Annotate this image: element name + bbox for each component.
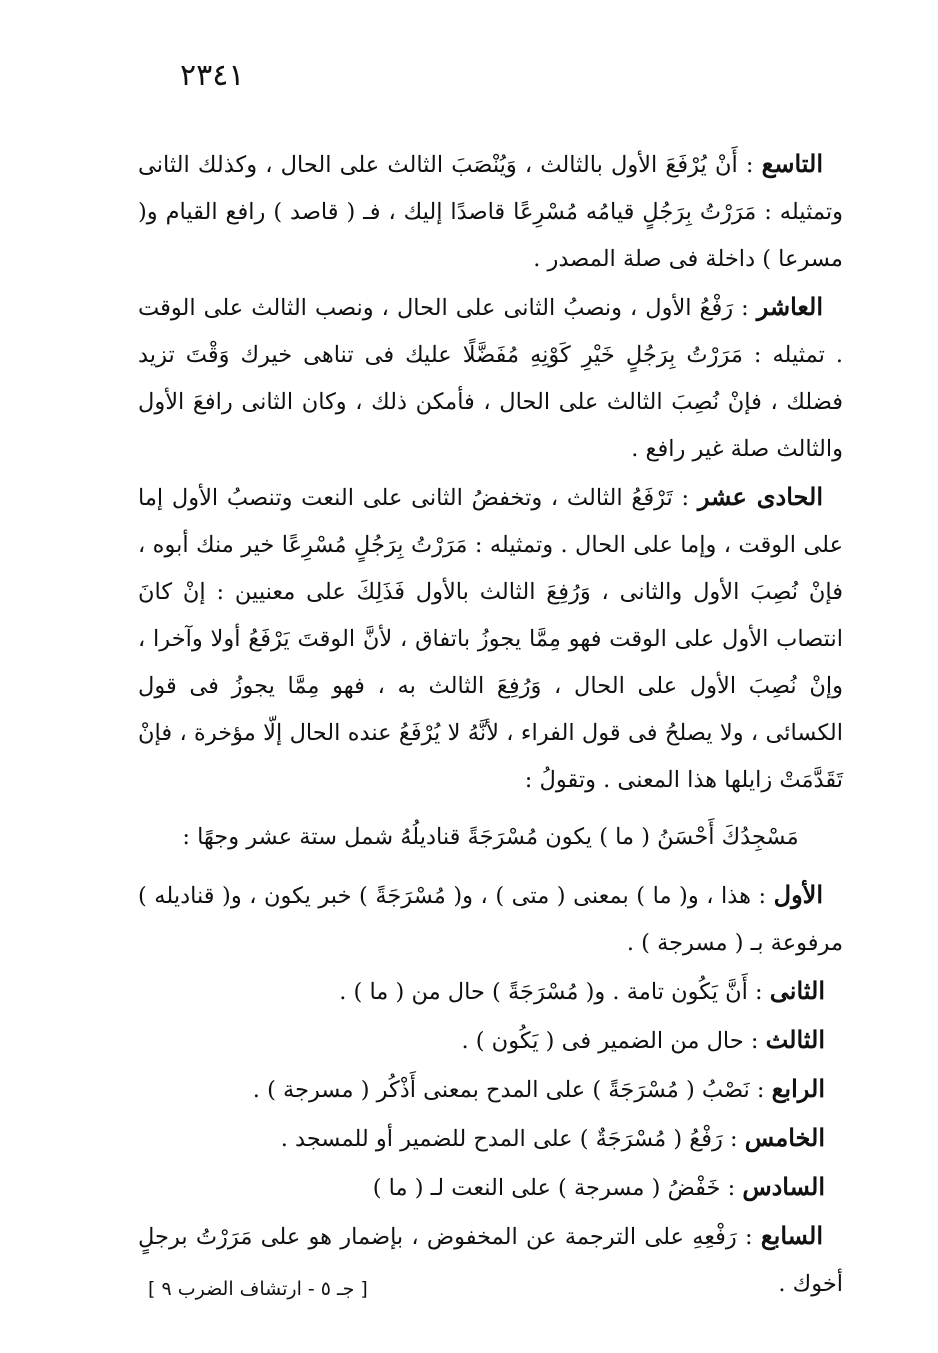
item-text: : هذا ، و( ما ) بمعنى ( متى ) ، و( مُسْرَجَةً ) خبر يكون ، و( قناديله ) مرفوعة بـ ( مسرجة ) . [138,883,843,956]
paragraph [138,283,843,473]
item-heading: الأول [773,880,824,909]
page-number: ٢٣٤١ [180,58,245,93]
item-text: : أَنَّ يَكُون تامة . و( مُسْرَجَةً ) حال من ( ما ) . [339,979,763,1005]
paragraph-heading: العاشر [756,292,823,321]
item-heading: الثالث [765,1025,825,1054]
list-item [138,967,843,1016]
item-text: : خَفْضُ ( مسرجة ) على النعت لـ ( ما ) [372,1175,736,1201]
item-text: : رَفْعُ ( مُسْرَجَةٌ ) على المدح للضمير أو للمسجد . [280,1126,738,1152]
paragraph [138,473,843,804]
list-item [138,1016,843,1065]
item-text: : رَفْعِهِ على الترجمة عن المخفوض ، بإضمار هو على مَرَرْتُ برجلٍ أخوك . [138,1224,843,1297]
item-text: : حال من الضمير فى ( يَكُون ) . [461,1028,759,1054]
paragraph-text: : تَرْفَعُ الثالث ، وتخفضُ الثانى على النعت وتنصبُ الأول إما على الوقت ، وإما على الحال . وتمثيله : مَرَرْتُ بِرَجُلٍ مُسْرِعًا خير منك أبوه ، فإنْ نُصِبَ الأول والثانى ، وَرُفِعَ الثالث بالأول فَذَلِكَ على معنيين : إنْ كانَ انتصاب الأول على الوقت فهو مِمَّا يجوزُ باتفاق ، لأنَّ الوقتَ يَرْفَعُ أولا وآخرا ، وإنْ نُصِبَ الأول على الحال ، وَرُفِعَ الثالث به ، فهو مِمَّا يجوزُ فى قول الكسائى ، ولا يصلحُ فى قول الفراء ، لأنَّهُ لا يُرْفَعُ عنده الحال إلّا مؤخرة ، فإنْ تَقَدَّمَتْ زايلها هذا المعنى . وتقولُ : [138,485,843,793]
example-sentence: مَسْجِدُكَ أَحْسَنُ ( ما ) يكون مُسْرَجَةً قناديلُهُ شمل ستة عشر وجهًا : [182,824,799,850]
list-item [138,871,843,967]
list-item [138,1065,843,1114]
list-item [138,1163,843,1212]
item-heading: السادس [742,1172,825,1201]
item-heading: السابع [760,1221,824,1250]
item-text: : نَصْبُ ( مُسْرَجَةً ) على المدح بمعنى أَذْكُر ( مسرجة ) . [252,1077,765,1103]
page-body [138,140,843,1308]
item-heading: الثانى [769,976,825,1005]
footer-reference: [ جـ ٥ - ارتشاف الضرب ٩ ] [148,1278,368,1300]
paragraph-text: : رَفْعُ الأول ، ونصبُ الثانى على الحال ، ونصب الثالث على الوقت . تمثيله : مَرَرْتُ بِرَجُلٍ خَيْرِ كَوْنِهِ مُفَضَّلًا عليك فى تناهى خيرك وَقْتَ تزيد فضلك ، فإنْ نُصِبَ الثالث على الحال ، فأمكن ذلك ، وكان الثانى رافعَ الأول والثالث صلة غير رافع . [138,295,843,462]
list-item [138,1114,843,1163]
paragraph-heading: الحادى عشر [697,482,823,511]
item-heading: الرابع [771,1074,825,1103]
paragraph [138,140,843,283]
paragraph-text: : أَنْ يُرْفَعَ الأول بالثالث ، وَيُنْصَبَ الثالث على الحال ، وكذلك الثانى وتمثيله : مَرَرْتُ بِرَجُلٍ قيامُه مُسْرِعًا قاصدًا إليك ، فـ ( قاصد ) رافع القيام و( مسرعا ) داخلة فى صلة المصدر . [138,152,843,272]
item-heading: الخامس [744,1123,825,1152]
paragraph-heading: التاسع [761,149,823,178]
